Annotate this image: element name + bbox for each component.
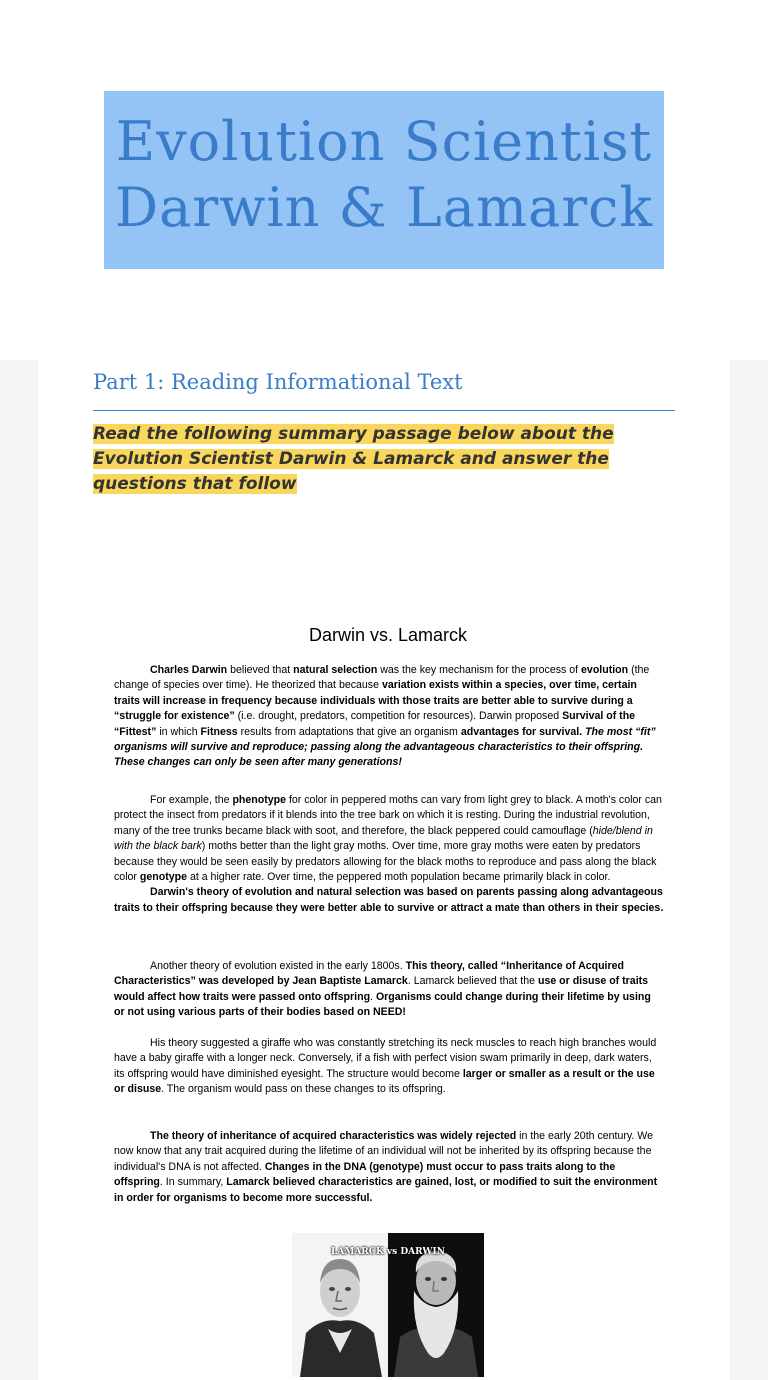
header-banner bbox=[0, 0, 768, 360]
page-title-line-2: Darwin & Lamarck bbox=[114, 176, 654, 239]
title-box bbox=[104, 91, 664, 269]
image-caption: LAMARCK vs DARWIN bbox=[331, 1247, 445, 1257]
page-title-line-1: Evolution Scientist bbox=[115, 110, 653, 173]
worksheet-page bbox=[38, 360, 730, 1380]
section-divider bbox=[93, 410, 675, 411]
instructions bbox=[93, 422, 683, 497]
passage-paragraph-moths: For example, the phenotype for color in peppered moths can vary from light grey to black. A moth's color can protect the insect from predators if it blends into the tree bark on which it is resting. During the industrial revolution, many of the tree trunks became black with soot, and therefore, the black peppered could camouflage (hide/blend in with the black bark) moths better than the light gray moths. Over time, more gray moths were eaten by predators because they would be seen easily by predators allowing for the black moths to reproduce and pass along the black color genotype at a higher rate. Over time, the peppered moth population became primarily black in color. Darwin's theory of evolution and natural selection was based on parents passing along advantageous traits to their offspring because they were better able to survive or attract a mate than others in their species. bbox=[114, 794, 664, 914]
passage-darwin-summary: Darwin's theory of evolution and natural selection was based on parents passing along advantageous traits to their offspring because they were better able to survive or attract a mate than others in their species. bbox=[114, 886, 664, 914]
passage-paragraph-rejection: The theory of inheritance of acquired characteristics was widely rejected in the early 20th century. We now know that any trait acquired during the lifetime of an individual will not be inherited by its offspring because the individual's DNA is not affected. Changes in the DNA (genotype) must occur to pass traits along to the offspring. In summary, Lamarck believed characteristics are gained, lost, or modified to suit the environment in order for organisms to become more successful. bbox=[114, 1130, 658, 1204]
passage-paragraph-lamarck: Another theory of evolution existed in the early 1800s. This theory, called “Inheritance of Acquired Characteristics” was developed by Jean Baptiste Lamarck. Lamarck believed that the use or disuse of traits would affect how traits were passed onto offspring. Organisms could change during their lifetime by using or not using various parts of their bodies based on NEED! bbox=[114, 960, 651, 1019]
lamarck-vs-darwin-image bbox=[292, 1233, 484, 1377]
passage-paragraph-darwin: Charles Darwin believed that natural selection was the key mechanism for the process of evolution (the change of species over time). He theorized that because variation exists within a species, over time, certain traits will increase in frequency because individuals with those traits are better able to survive during a “struggle for existence” (i.e. drought, predators, competition for resources). Darwin proposed Survival of the “Fittest” in which Fitness results from adaptations that give an organism advantages for survival. The most “fit” organisms will survive and reproduce; passing along the advantageous characteristics to their offspring. These changes can only be seen after many generations! bbox=[114, 664, 656, 769]
passage-title: Darwin vs. Lamarck bbox=[308, 625, 468, 645]
section-title: Part 1: Reading Informational Text bbox=[93, 370, 463, 394]
instructions-highlight: Read the following summary passage below about the Evolution Scientist Darwin & Lamarck and answer the questions that follow bbox=[93, 424, 614, 494]
passage-paragraph-giraffe: His theory suggested a giraffe who was constantly stretching its neck muscles to reach high branches would have a baby giraffe with a longer neck. Conversely, if a fish with perfect vision swam primarily in deep, dark waters, its offspring would have diminished eyesight. The structure would become larger or smaller as a result or the use or disuse. The organism would pass on these changes to its offspring. bbox=[114, 1037, 657, 1096]
